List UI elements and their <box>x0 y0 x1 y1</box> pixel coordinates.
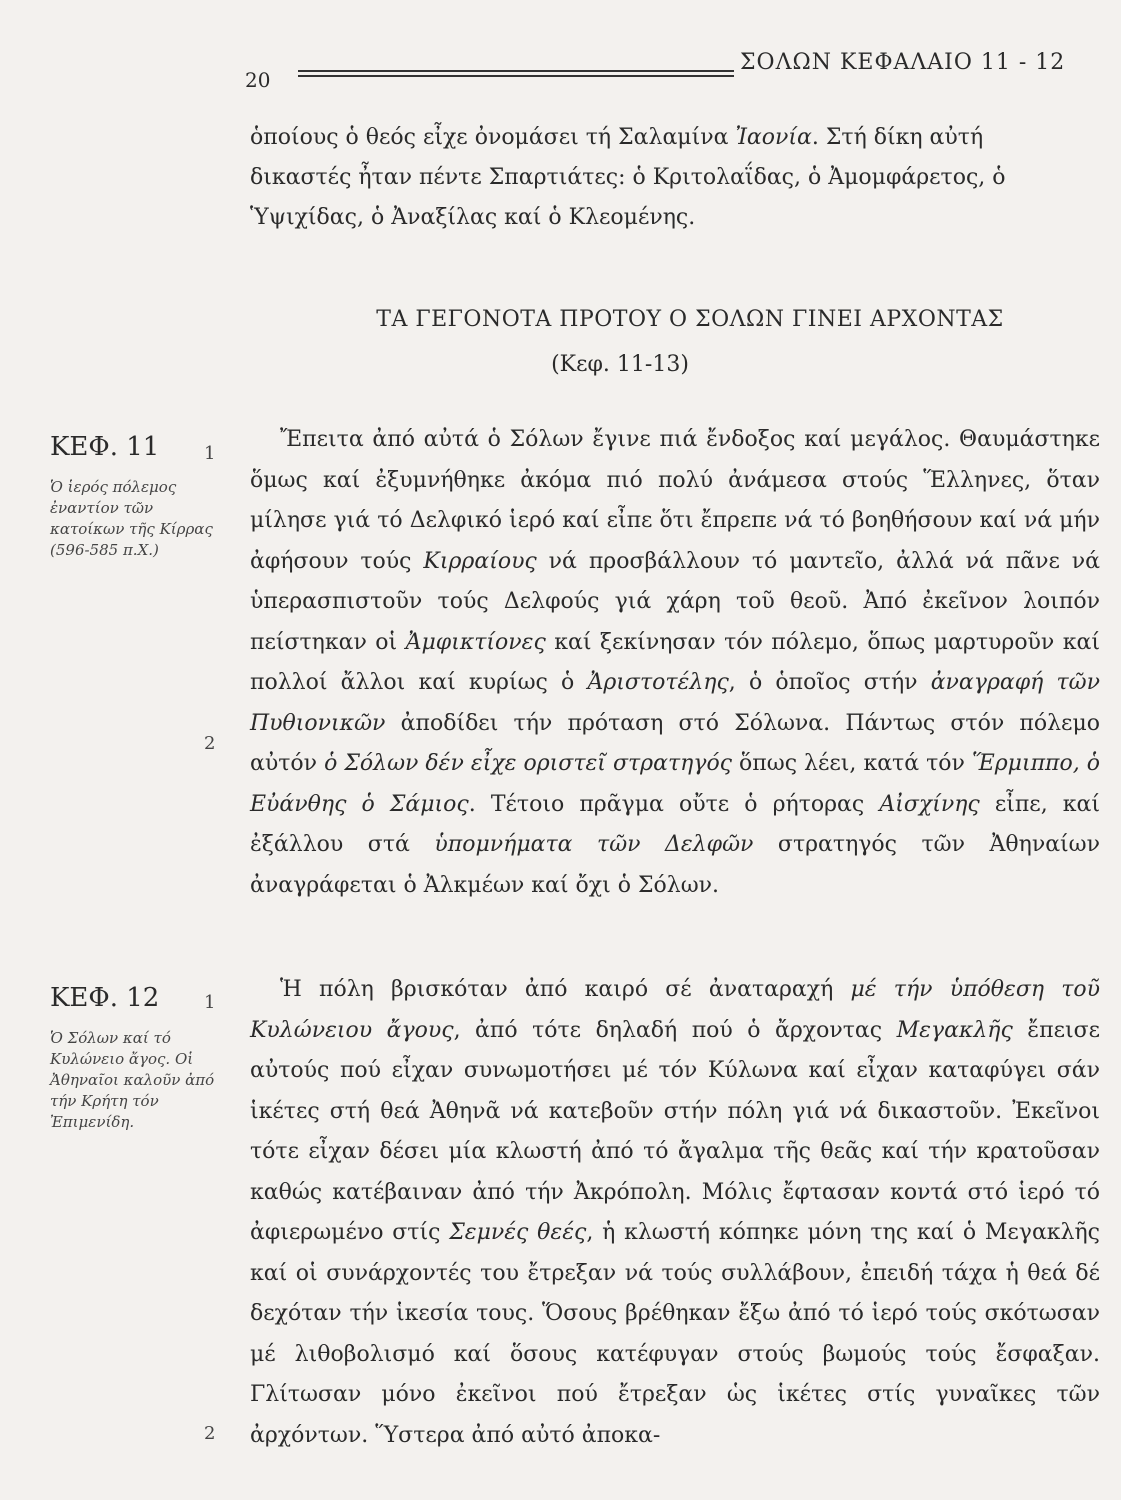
chapter-11-label: ΚΕΦ. 11 <box>50 432 160 462</box>
ch11-text: ἀποδίδει τήν πρόταση στό Σόλωνα. Πάντως στόν πόλεμο αὐτόν <box>250 710 1100 776</box>
ch11-text: , ὁ ὁποῖος στήν <box>728 670 931 695</box>
intro-paragraph <box>250 118 1090 238</box>
ch12-text: , ἡ κλωστή κόπηκε μόνη της καί ὁ Μεγακλῆς καί οἱ συνάρχοντές του ἔτρεξαν νά τούς συλλάβουν, ἐπειδή τάχα ἡ θεά δέ δεχόταν τήν ἱκεσία τους. Ὅσους βρέθηκαν ἔξω ἀπό τό ἱερό τούς σκότωσαν μέ λιθοβολισμό καί ὅσους κατέφυγαν στούς βωμούς τούς ἔσφαξαν. Γλίτωσαν μόνο ἐκεῖνοι πού ἔτρεξαν ὡς ἱκέτες στίς γυναῖκες τῶν ἀρχόντων. Ὕστερα ἀπό αὐτό ἀποκα- <box>250 1220 1101 1448</box>
chapter-11-marker-1: 1 <box>204 443 216 464</box>
ch11-text: νά προσβάλλουν τό μαντεῖο, ἀλλά νά πᾶνε νά ὑπερασπιστοῦν τούς Δελφούς γιά χάρη τοῦ θεοῦ. Ἀπό ἐκεῖνον λοιπόν πείστηκαν οἱ <box>250 548 1100 655</box>
chapter-11-note: Ὁ ἱερός πόλεμος ἐναντίον τῶν κατοίκων τῆς Κίρρας (596-585 π.Χ.) <box>50 478 213 559</box>
section-title: ΤΑ ΓΕΓΟΝΟΤΑ ΠΡΟΤΟΥ Ο ΣΟΛΩΝ ΓΙΝΕΙ ΑΡΧΟΝΤΑΣ <box>376 307 1004 332</box>
chapter-12-paragraph <box>250 970 1100 1456</box>
ch12-text: μέ τήν ὑπόθεση τοῦ Κυλώνειου ἄγους <box>250 977 1100 1043</box>
chapter-12-note: Ὁ Σόλων καί τό Κυλώνειο ἄγος. Οἱ Ἀθηναῖοι καλοῦν ἀπό τήν Κρήτη τόν Ἐπιμενίδη. <box>50 1029 215 1131</box>
running-head: ΣΟΛΩΝ ΚΕΦΑΛΑΙΟ 11 - 12 <box>740 50 1066 75</box>
page-number: 20 <box>245 68 271 92</box>
ch11-text: Ἕρμιππο, ὁ Εὐάνθης ὁ Σάμιος <box>250 751 1101 817</box>
ch11-text: . Τέτοιο πρᾶγμα οὔτε ὁ ρήτορας <box>468 791 880 817</box>
section-subtitle: (Κεφ. 11-13) <box>551 352 689 377</box>
ch11-text: Αἰσχίνης <box>879 791 980 817</box>
ch11-text: καί ξεκίνησαν τόν πόλεμο, ὅπως μαρτυροῦν καί πολλοί ἄλλοι καί κυρίως ὁ <box>250 629 1100 695</box>
ch11-text: στρατηγός τῶν Ἀθηναίων ἀναγράφεται ὁ Ἀλκμέων καί ὄχι ὁ Σόλων. <box>250 832 1100 898</box>
ch11-text: Ἀμφικτίονες <box>405 629 546 655</box>
intro-text-1: ὁποίους ὁ θεός εἶχε ὀνομάσει τή Σαλαμίνα <box>250 125 736 150</box>
ch12-text: Σεμνές θεές <box>449 1220 587 1245</box>
ch12-text: Ἡ πόλη βρισκόταν ἀπό καιρό σέ ἀναταραχή <box>280 977 851 1002</box>
ch11-text: ὑπομνήματα τῶν Δελφῶν <box>434 832 754 857</box>
header-rule <box>298 70 734 80</box>
ch12-text: ἔπεισε αὐτούς πού εἶχαν συνωμοτήσει μέ τόν Κύλωνα καί εἶχαν καταφύγει σάν ἱκέτες στή θεά Ἀθηνᾶ νά κατεβοῦν στήν πόλη γιά νά δικαστοῦν. Ἐκεῖνοι τότε εἶχαν δέσει μία κλωστή ἀπό τό ἄγαλμα τῆς θεᾶς καί τήν κρατοῦσαν καθώς κατέβαιναν ἀπό τήν Ἀκρόπολη. Μόλις ἔφτασαν κοντά στό ἱερό τό ἀφιερωμένο στίς <box>250 1017 1101 1245</box>
ch12-text: , ἀπό τότε δηλαδή πού ὁ ἄρχοντας <box>453 1017 897 1043</box>
ch11-text: Κιρραίους <box>423 548 537 574</box>
chapter-11-paragraph <box>250 420 1100 906</box>
ch11-text: Ἔπειτα ἀπό αὐτά ὁ Σόλων ἔγινε πιά ἔνδοξος καί μεγάλος. Θαυμάστηκε ὅμως καί ἐξυμνήθηκε ἀκόμα πιό πολύ ἀνάμεσα στούς Ἕλληνες, ὅταν μίλησε γιά τό Δελφικό ἱερό καί εἶπε ὅτι ἔπρεπε νά τό βοηθήσουν καί νά μήν ἀφήσουν τούς <box>250 427 1100 574</box>
ch11-text: ἀναγραφή τῶν Πυθιονικῶν <box>250 670 1100 736</box>
chapter-12-label: ΚΕΦ. 12 <box>50 983 160 1013</box>
ch11-text: ὅπως λέει, κατά τόν <box>732 751 972 776</box>
ch12-text: Μεγακλῆς <box>896 1017 1013 1043</box>
ch11-text: εἶπε, καί ἐξάλλου στά <box>250 791 1101 857</box>
ch11-text: Ἀριστοτέλης <box>587 670 729 695</box>
chapter-11-marker-2: 2 <box>204 733 216 754</box>
chapter-12-marker-1: 1 <box>204 992 216 1013</box>
chapter-12-marker-2: 2 <box>204 1423 216 1444</box>
intro-text-3: . Στή δίκη αὐτή δικαστές ἦταν πέντε Σπαρτιάτες: ὁ Κριτολαΐδας, ὁ Ἀμομφάρετος, ὁ Ὑψιχίδας, ὁ Ἀναξίλας καί ὁ Κλεομένης. <box>250 125 1006 230</box>
intro-text-2: Ἰαονία <box>735 125 812 150</box>
ch11-text: ὁ Σόλων δέν εἶχε οριστεῖ στρατηγός <box>324 751 733 776</box>
